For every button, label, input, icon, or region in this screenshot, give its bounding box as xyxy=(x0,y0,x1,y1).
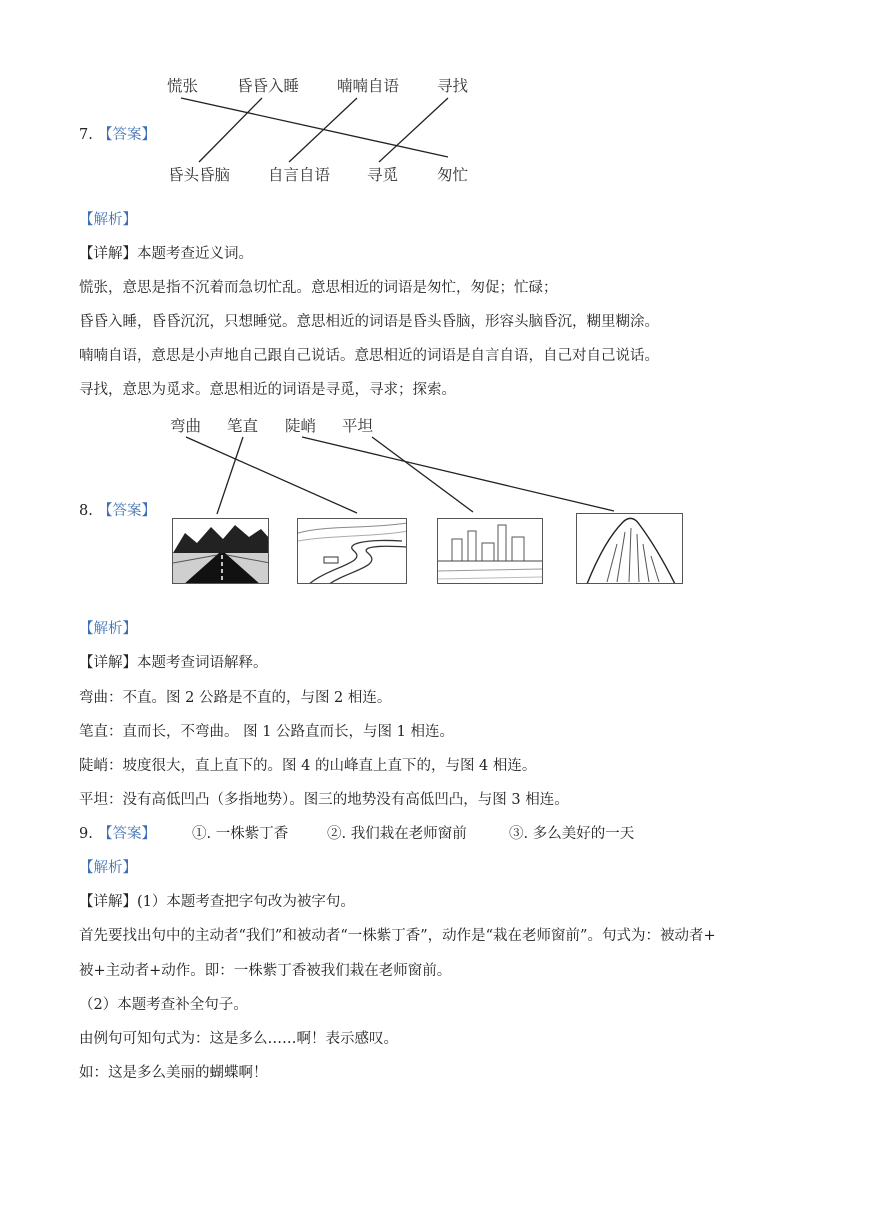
q7-explanation-line: 寻找，意思为觅求。意思相近的词语是寻觅，寻求；探索。 xyxy=(79,382,456,398)
q8-detail-text: 本题考查词语解释。 xyxy=(137,655,268,671)
q8-match-line xyxy=(217,437,243,514)
q9-detail-line xyxy=(79,893,355,911)
q9-answer-tag: 【答案】 xyxy=(98,826,156,842)
q8-explanation-line: 笔直：直而长，不弯曲。 图 1 公路直而长，与图 1 相连。 xyxy=(79,724,454,740)
q8-explanation-line: 陡峭：坡度很大，直上直下的。图 4 的山峰直上直下的，与图 4 相连。 xyxy=(79,758,537,774)
q8-explanation-line: 平坦：没有高低凹凸（多指地势）。图三的地势没有高低凹凸，与图 3 相连。 xyxy=(79,792,569,808)
q9-answer-item: ③. 多么美好的一天 xyxy=(509,826,635,842)
q9-detail-text: (1）本题考查把字句改为被字句。 xyxy=(137,894,355,910)
q9-answer-item: ①. 一株紫丁香 xyxy=(192,826,289,842)
q7-explanation-line: 慌张，意思是指不沉着而急切忙乱。意思相近的词语是匆忙，匆促；忙碌； xyxy=(79,280,558,296)
q9-number: 9. xyxy=(79,826,93,842)
straight-road-picture xyxy=(172,518,269,584)
q8-detail-tag: 【详解】 xyxy=(79,655,137,671)
q9-explanation-line: 首先要找出句中的主动者“我们”和被动者“一株紫丁香”，动作是“栽在老师窗前”。句式为：被动者+ xyxy=(79,928,716,944)
q8-analysis-tag: 【解析】 xyxy=(79,621,137,637)
q7-top-word: 喃喃自语 xyxy=(337,77,400,95)
q7-analysis-tag: 【解析】 xyxy=(79,212,137,228)
q7-top-word: 寻找 xyxy=(437,77,469,95)
q9-detail-tag: 【详解】 xyxy=(79,894,137,910)
q8-word: 弯曲 xyxy=(170,417,202,435)
q7-top-word: 昏昏入睡 xyxy=(237,77,300,95)
q9-explanation-line: 由例句可知句式为：这是多么……啊！表示感叹。 xyxy=(79,1031,398,1047)
q8-word: 陡峭 xyxy=(285,417,317,435)
q7-detail-tag: 【详解】 xyxy=(79,246,137,262)
q9-analysis-tag: 【解析】 xyxy=(79,860,137,876)
q7-detail-text: 本题考查近义词。 xyxy=(137,246,253,262)
q8-match-line xyxy=(302,437,614,511)
q7-top-word: 慌张 xyxy=(167,77,199,95)
q8-detail-line xyxy=(79,654,268,672)
q9-explanation-line: 被+主动者+动作。即：一株紫丁香被我们栽在老师窗前。 xyxy=(79,963,452,979)
flat-town-picture xyxy=(437,518,543,584)
q7-explanation-line: 昏昏入睡，昏昏沉沉，只想睡觉。意思相近的词语是昏头昏脑，形容头脑昏沉，糊里糊涂。 xyxy=(79,314,659,330)
q7-bottom-word: 寻觅 xyxy=(367,166,399,184)
q7-bottom-word: 匆忙 xyxy=(437,166,469,184)
q8-number: 8. xyxy=(79,503,93,519)
q7-bottom-word: 昏头昏脑 xyxy=(168,166,231,184)
q7-answer-tag: 【答案】 xyxy=(98,127,156,143)
q8-match-line xyxy=(186,437,357,513)
q8-answer-tag: 【答案】 xyxy=(98,503,156,519)
q7-number: 7. xyxy=(79,127,93,143)
q8-word: 平坦 xyxy=(342,417,374,435)
q9-explanation-line: （2）本题考查补全句子。 xyxy=(79,997,248,1013)
q9-explanation-line: 如：这是多么美丽的蝴蝶啊！ xyxy=(79,1065,268,1081)
q7-bottom-word: 自言自语 xyxy=(268,166,331,184)
q7-explanation-line: 喃喃自语，意思是小声地自己跟自己说话。意思相近的词语是自言自语，自己对自己说话。 xyxy=(79,348,659,364)
curved-road-picture xyxy=(297,518,407,584)
q8-word: 笔直 xyxy=(227,417,259,435)
q8-explanation-line: 弯曲：不直。图 2 公路是不直的，与图 2 相连。 xyxy=(79,690,392,706)
steep-mountain-picture xyxy=(576,513,683,584)
q9-answer-item: ②. 我们栽在老师窗前 xyxy=(327,826,467,842)
